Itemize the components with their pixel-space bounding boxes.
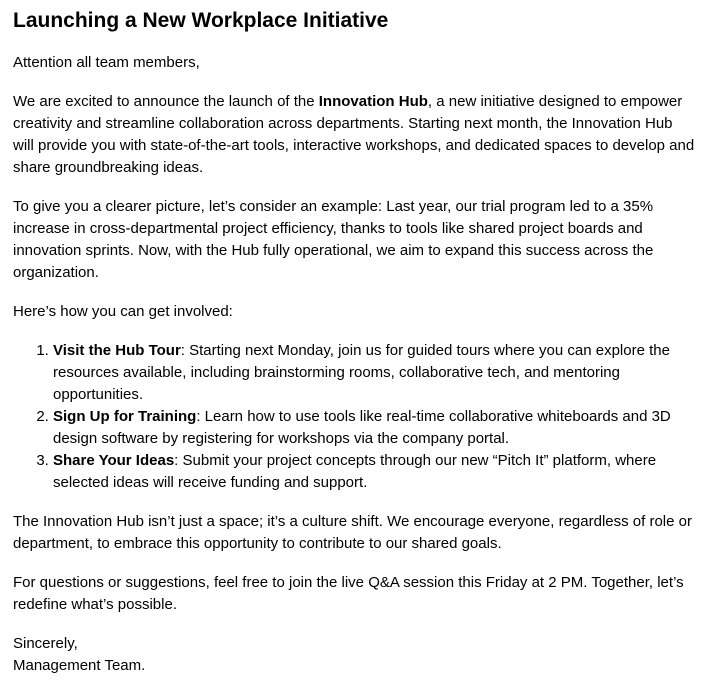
signature-block <box>13 633 695 677</box>
list-item-visit-hub-tour <box>53 340 695 406</box>
list-item-text: : Starting next Monday, join us for guided tours where you can explore the resources available, including brainstorming rooms, collaborative tech, and mentoring opportunities. <box>53 342 670 403</box>
salutation: Attention all team members, <box>13 54 200 71</box>
intro-text-pre: We are excited to announce the launch of the <box>13 93 319 110</box>
intro-text-post: , a new initiative designed to empower creativity and streamline collaboration across departments. Starting next month, the Innovation Hub will provide you with state-of-the-art tools, interactive workshops, and dedicated spaces to develop and share groundbreaking ideas. <box>13 93 695 176</box>
list-intro: Here’s how you can get involved: <box>13 303 233 320</box>
list-item-share-ideas <box>53 450 695 494</box>
list-item-lead: Visit the Hub Tour <box>53 342 181 359</box>
list-item-text: : Learn how to use tools like real-time collaborative whiteboards and 3D design software by registering for workshops via the company portal. <box>53 408 671 447</box>
signature: Management Team. <box>13 657 146 674</box>
intro-paragraph <box>13 91 695 179</box>
list-item-lead: Sign Up for Training <box>53 408 197 425</box>
intro-bold-term: Innovation Hub <box>318 93 428 110</box>
signoff: Sincerely, <box>13 635 78 652</box>
list-item-lead: Share Your Ideas <box>53 452 175 469</box>
list-item-sign-up-training <box>53 406 695 450</box>
culture-paragraph: The Innovation Hub isn’t just a space; it’s a culture shift. We encourage everyone, regardless of role or department, to embrace this opportunity to contribute to our shared goals. <box>13 513 692 552</box>
involvement-list <box>13 340 695 494</box>
list-item-text: : Submit your project concepts through our new “Pitch It” platform, where selected ideas will receive funding and support. <box>53 452 657 491</box>
qa-paragraph: For questions or suggestions, feel free to join the live Q&A session this Friday at 2 PM. Together, let’s redefine what’s possible. <box>13 574 684 613</box>
page-title: Launching a New Workplace Initiative <box>13 9 389 32</box>
example-paragraph: To give you a clearer picture, let’s consider an example: Last year, our trial program led to a 35% increase in cross-departmental project efficiency, thanks to tools like shared project boards and innovation sprints. Now, with the Hub fully operational, we aim to expand this success across the organization. <box>13 198 654 281</box>
